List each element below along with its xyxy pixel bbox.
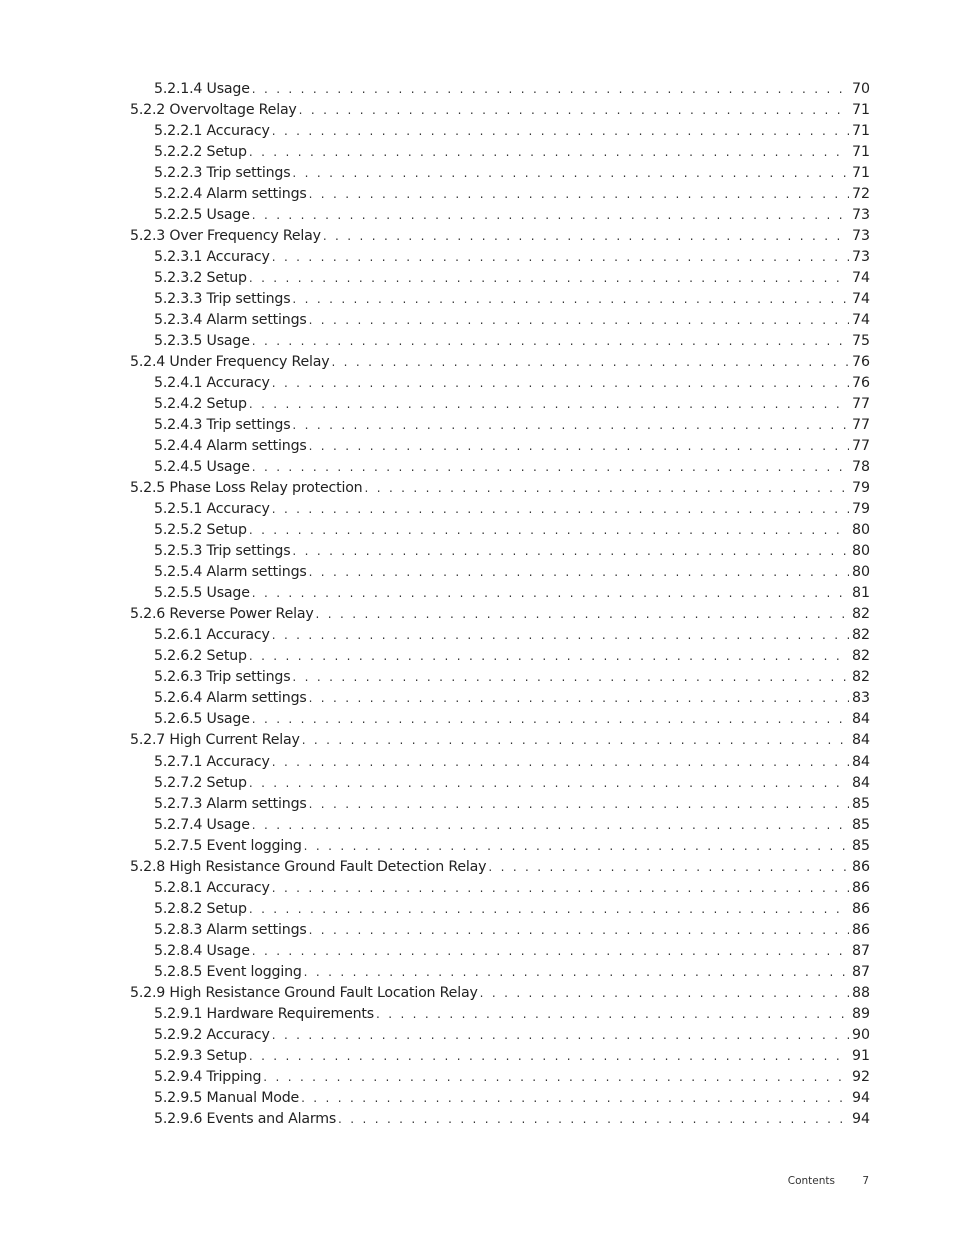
toc-entry[interactable] bbox=[130, 583, 870, 604]
toc-dot-leader bbox=[309, 436, 849, 457]
toc-entry[interactable] bbox=[130, 815, 870, 836]
toc-entry[interactable] bbox=[130, 499, 870, 520]
toc-entry-title: 5.2.6.2 Setup bbox=[154, 648, 247, 665]
toc-entry-title: 5.2.8.1 Accuracy bbox=[154, 879, 270, 896]
toc-entry[interactable] bbox=[130, 1067, 870, 1088]
toc-entry-title: 5.2.5.3 Trip settings bbox=[154, 543, 291, 560]
toc-entry-page-number: 75 bbox=[851, 333, 870, 350]
toc-dot-leader bbox=[304, 836, 849, 857]
toc-entry[interactable] bbox=[130, 1088, 870, 1109]
toc-entry-title: 5.2.2 Overvoltage Relay bbox=[130, 102, 297, 119]
toc-entry[interactable] bbox=[130, 373, 870, 394]
toc-entry-title: 5.2.6.4 Alarm settings bbox=[154, 690, 307, 707]
toc-entry-title: 5.2.6 Reverse Power Relay bbox=[130, 606, 314, 623]
toc-entry[interactable] bbox=[130, 1004, 870, 1025]
toc-entry-title: 5.2.1.4 Usage bbox=[154, 81, 250, 97]
toc-entry-title: 5.2.8.4 Usage bbox=[154, 942, 250, 959]
toc-dot-leader bbox=[252, 79, 849, 100]
toc-dot-leader bbox=[272, 373, 849, 394]
toc-dot-leader bbox=[309, 688, 849, 709]
toc-entry-title: 5.2.4.5 Usage bbox=[154, 459, 250, 476]
toc-dot-leader bbox=[302, 730, 849, 751]
toc-entry-page-number: 73 bbox=[851, 207, 870, 224]
toc-entry[interactable] bbox=[130, 667, 870, 688]
toc-entry[interactable] bbox=[130, 941, 870, 962]
toc-dot-leader bbox=[309, 920, 849, 941]
toc-entry[interactable] bbox=[130, 226, 870, 247]
toc-dot-leader bbox=[292, 163, 849, 184]
toc-entry-title: 5.2.4.3 Trip settings bbox=[154, 417, 291, 434]
toc-entry-page-number: 83 bbox=[851, 690, 870, 707]
toc-entry[interactable] bbox=[130, 520, 870, 541]
toc-entry-title: 5.2.3.3 Trip settings bbox=[154, 291, 291, 308]
toc-entry[interactable] bbox=[130, 709, 870, 730]
toc-entry-title: 5.2.5.5 Usage bbox=[154, 585, 250, 602]
toc-entry-page-number: 85 bbox=[851, 795, 870, 812]
toc-dot-leader bbox=[301, 1088, 849, 1109]
toc-dot-leader bbox=[272, 121, 849, 142]
toc-entry-title: 5.2.9.6 Events and Alarms bbox=[154, 1110, 337, 1127]
toc-entry[interactable] bbox=[130, 899, 870, 920]
toc-dot-leader bbox=[292, 289, 849, 310]
toc-entry[interactable] bbox=[130, 920, 870, 941]
toc-entry-page-number: 80 bbox=[851, 522, 870, 539]
toc-entry[interactable] bbox=[130, 794, 870, 815]
toc-dot-leader bbox=[249, 142, 849, 163]
toc-entry[interactable] bbox=[130, 1109, 870, 1130]
toc-dot-leader bbox=[309, 794, 849, 815]
toc-entry-page-number: 82 bbox=[851, 627, 870, 644]
toc-entry-title: 5.2.3.1 Accuracy bbox=[154, 249, 270, 266]
toc-entry-page-number: 79 bbox=[851, 480, 870, 497]
toc-entry[interactable] bbox=[130, 836, 870, 857]
toc-entry-title: 5.2.8 High Resistance Ground Fault Detection Relay bbox=[130, 858, 487, 875]
toc-entry[interactable] bbox=[130, 857, 870, 878]
toc-entry-title: 5.2.5.4 Alarm settings bbox=[154, 564, 307, 581]
toc-entry-title: 5.2.2.1 Accuracy bbox=[154, 123, 270, 140]
toc-dot-leader bbox=[272, 499, 849, 520]
toc-entry-title: 5.2.2.4 Alarm settings bbox=[154, 186, 307, 203]
toc-entry-title: 5.2.8.5 Event logging bbox=[154, 963, 302, 980]
toc-entry-page-number: 89 bbox=[851, 1005, 870, 1022]
toc-entry-page-number: 71 bbox=[851, 165, 870, 182]
toc-dot-leader bbox=[252, 457, 849, 478]
toc-dot-leader bbox=[309, 184, 849, 205]
toc-entry-page-number: 90 bbox=[851, 1026, 870, 1043]
toc-dot-leader bbox=[272, 752, 849, 773]
toc-dot-leader bbox=[272, 1025, 849, 1046]
toc-entry-page-number: 84 bbox=[851, 753, 870, 770]
toc-entry[interactable] bbox=[130, 121, 870, 142]
toc-entry-page-number: 73 bbox=[851, 249, 870, 266]
toc-entry[interactable] bbox=[130, 310, 870, 331]
toc-dot-leader bbox=[480, 983, 849, 1004]
toc-entry-page-number: 77 bbox=[851, 438, 870, 455]
toc-entry[interactable] bbox=[130, 730, 870, 751]
toc-entry-page-number: 91 bbox=[851, 1047, 870, 1064]
toc-entry-page-number: 84 bbox=[851, 774, 870, 791]
toc-entry[interactable] bbox=[130, 541, 870, 562]
toc-dot-leader bbox=[252, 205, 849, 226]
toc-entry-page-number: 84 bbox=[851, 732, 870, 749]
toc-entry-title: 5.2.3.2 Setup bbox=[154, 270, 247, 287]
toc-entry-page-number: 76 bbox=[851, 354, 870, 371]
toc-entry-page-number: 86 bbox=[851, 900, 870, 917]
toc-entry[interactable] bbox=[130, 100, 870, 121]
toc-entry-page-number: 85 bbox=[851, 837, 870, 854]
toc-entry-page-number: 76 bbox=[851, 375, 870, 392]
toc-entry-title: 5.2.5.1 Accuracy bbox=[154, 501, 270, 518]
toc-entry-title: 5.2.8.3 Alarm settings bbox=[154, 921, 307, 938]
toc-entry-page-number: 82 bbox=[851, 606, 870, 623]
toc-dot-leader bbox=[252, 815, 849, 836]
toc-entry[interactable] bbox=[130, 773, 870, 794]
toc-entry-page-number: 85 bbox=[851, 816, 870, 833]
toc-entry-title: 5.2.7.2 Setup bbox=[154, 774, 247, 791]
toc-entry-page-number: 80 bbox=[851, 564, 870, 581]
toc-entry-title: 5.2.2.2 Setup bbox=[154, 144, 247, 161]
toc-entry-page-number: 86 bbox=[851, 921, 870, 938]
toc-entry-page-number: 86 bbox=[851, 879, 870, 896]
toc-entry-page-number: 92 bbox=[851, 1068, 870, 1085]
toc-entry-page-number: 94 bbox=[851, 1089, 870, 1106]
toc-entry-title: 5.2.6.5 Usage bbox=[154, 711, 250, 728]
toc-entry[interactable] bbox=[130, 625, 870, 646]
toc-entry-title: 5.2.4 Under Frequency Relay bbox=[130, 354, 330, 371]
toc-dot-leader bbox=[331, 352, 848, 373]
toc-dot-leader bbox=[299, 100, 849, 121]
toc-entry[interactable] bbox=[130, 79, 870, 100]
toc-dot-leader bbox=[272, 878, 849, 899]
toc-entry[interactable] bbox=[130, 962, 870, 983]
toc-entry-title: 5.2.3 Over Frequency Relay bbox=[130, 228, 321, 245]
toc-entry-page-number: 86 bbox=[851, 858, 870, 875]
toc-entry-page-number: 71 bbox=[851, 123, 870, 140]
toc-dot-leader bbox=[292, 415, 849, 436]
toc-entry-page-number: 77 bbox=[851, 396, 870, 413]
toc-dot-leader bbox=[309, 562, 849, 583]
toc-entry-page-number: 71 bbox=[851, 144, 870, 161]
toc-dot-leader bbox=[249, 773, 849, 794]
toc-entry[interactable] bbox=[130, 163, 870, 184]
toc-entry-title: 5.2.8.2 Setup bbox=[154, 900, 247, 917]
toc-entry-page-number: 80 bbox=[851, 543, 870, 560]
toc-entry[interactable] bbox=[130, 142, 870, 163]
toc-dot-leader bbox=[272, 625, 849, 646]
toc-entry[interactable] bbox=[130, 436, 870, 457]
toc-entry[interactable] bbox=[130, 878, 870, 899]
toc-entry[interactable] bbox=[130, 562, 870, 583]
toc-dot-leader bbox=[252, 331, 849, 352]
toc-dot-leader bbox=[249, 1046, 849, 1067]
toc-dot-leader bbox=[249, 520, 849, 541]
toc-entry-page-number: 71 bbox=[851, 102, 870, 119]
toc-entry-page-number: 73 bbox=[851, 228, 870, 245]
toc-dot-leader bbox=[338, 1109, 849, 1130]
toc-entry[interactable] bbox=[130, 415, 870, 436]
toc-entry[interactable] bbox=[130, 184, 870, 205]
toc-entry[interactable] bbox=[130, 478, 870, 499]
toc-entry-title: 5.2.9.2 Accuracy bbox=[154, 1026, 270, 1043]
toc-dot-leader bbox=[249, 394, 849, 415]
toc-entry[interactable] bbox=[130, 331, 870, 352]
toc-entry-title: 5.2.7 High Current Relay bbox=[130, 732, 300, 749]
toc-entry-title: 5.2.9 High Resistance Ground Fault Location Relay bbox=[130, 984, 478, 1001]
toc-entry-title: 5.2.9.1 Hardware Requirements bbox=[154, 1005, 374, 1022]
toc-entry[interactable] bbox=[130, 983, 870, 1004]
toc-dot-leader bbox=[364, 478, 848, 499]
toc-dot-leader bbox=[272, 247, 849, 268]
toc-dot-leader bbox=[252, 941, 849, 962]
toc-dot-leader bbox=[323, 226, 849, 247]
toc-entry[interactable] bbox=[130, 688, 870, 709]
toc-entry-title: 5.2.4.2 Setup bbox=[154, 396, 247, 413]
toc-dot-leader bbox=[292, 667, 849, 688]
toc-dot-leader bbox=[252, 583, 849, 604]
table-of-contents bbox=[130, 79, 870, 1130]
toc-entry-page-number: 87 bbox=[851, 942, 870, 959]
toc-entry-title: 5.2.2.5 Usage bbox=[154, 207, 250, 224]
footer-section-label: Contents bbox=[787, 1175, 835, 1187]
toc-entry-page-number: 79 bbox=[851, 501, 870, 518]
toc-dot-leader bbox=[292, 541, 849, 562]
toc-entry[interactable] bbox=[130, 604, 870, 625]
toc-entry[interactable] bbox=[130, 457, 870, 478]
toc-entry-title: 5.2.3.5 Usage bbox=[154, 333, 250, 350]
toc-entry-page-number: 77 bbox=[851, 417, 870, 434]
toc-dot-leader bbox=[249, 646, 849, 667]
toc-dot-leader bbox=[304, 962, 849, 983]
toc-entry-page-number: 74 bbox=[851, 312, 870, 329]
toc-entry-page-number: 88 bbox=[851, 984, 870, 1001]
toc-entry-title: 5.2.7.3 Alarm settings bbox=[154, 795, 307, 812]
toc-entry-page-number: 82 bbox=[851, 648, 870, 665]
toc-entry-title: 5.2.7.4 Usage bbox=[154, 816, 250, 833]
toc-entry-page-number: 87 bbox=[851, 963, 870, 980]
toc-entry[interactable] bbox=[130, 268, 870, 289]
toc-entry-page-number: 81 bbox=[851, 585, 870, 602]
toc-entry-page-number: 84 bbox=[851, 711, 870, 728]
toc-entry-title: 5.2.5.2 Setup bbox=[154, 522, 247, 539]
toc-dot-leader bbox=[376, 1004, 849, 1025]
toc-entry-title: 5.2.9.3 Setup bbox=[154, 1047, 247, 1064]
toc-entry[interactable] bbox=[130, 1025, 870, 1046]
toc-entry-title: 5.2.6.1 Accuracy bbox=[154, 627, 270, 644]
toc-entry-page-number: 78 bbox=[851, 459, 870, 476]
toc-entry-page-number: 74 bbox=[851, 291, 870, 308]
toc-entry-title: 5.2.6.3 Trip settings bbox=[154, 669, 291, 686]
toc-entry-title: 5.2.9.4 Tripping bbox=[154, 1068, 262, 1085]
toc-entry[interactable] bbox=[130, 646, 870, 667]
footer-page-number: 7 bbox=[862, 1175, 869, 1187]
toc-entry-title: 5.2.9.5 Manual Mode bbox=[154, 1089, 300, 1106]
toc-entry-page-number: 72 bbox=[851, 186, 870, 203]
toc-entry-page-number: 70 bbox=[851, 81, 870, 97]
toc-entry[interactable] bbox=[130, 205, 870, 226]
toc-dot-leader bbox=[263, 1067, 849, 1088]
toc-entry-title: 5.2.4.4 Alarm settings bbox=[154, 438, 307, 455]
toc-entry[interactable] bbox=[130, 752, 870, 773]
toc-entry-title: 5.2.7.5 Event logging bbox=[154, 837, 302, 854]
toc-dot-leader bbox=[309, 310, 849, 331]
toc-entry-title: 5.2.4.1 Accuracy bbox=[154, 375, 270, 392]
toc-entry-title: 5.2.3.4 Alarm settings bbox=[154, 312, 307, 329]
toc-entry[interactable] bbox=[130, 1046, 870, 1067]
toc-entry-page-number: 74 bbox=[851, 270, 870, 287]
toc-dot-leader bbox=[249, 899, 849, 920]
toc-entry-title: 5.2.7.1 Accuracy bbox=[154, 753, 270, 770]
toc-entry-title: 5.2.2.3 Trip settings bbox=[154, 165, 291, 182]
toc-entry[interactable] bbox=[130, 394, 870, 415]
toc-dot-leader bbox=[316, 604, 849, 625]
toc-entry-page-number: 82 bbox=[851, 669, 870, 686]
toc-dot-leader bbox=[249, 268, 849, 289]
toc-entry[interactable] bbox=[130, 352, 870, 373]
toc-entry[interactable] bbox=[130, 247, 870, 268]
toc-entry-title: 5.2.5 Phase Loss Relay protection bbox=[130, 480, 363, 497]
toc-entry-page-number: 94 bbox=[851, 1110, 870, 1127]
toc-dot-leader bbox=[488, 857, 849, 878]
toc-entry[interactable] bbox=[130, 289, 870, 310]
toc-dot-leader bbox=[252, 709, 849, 730]
